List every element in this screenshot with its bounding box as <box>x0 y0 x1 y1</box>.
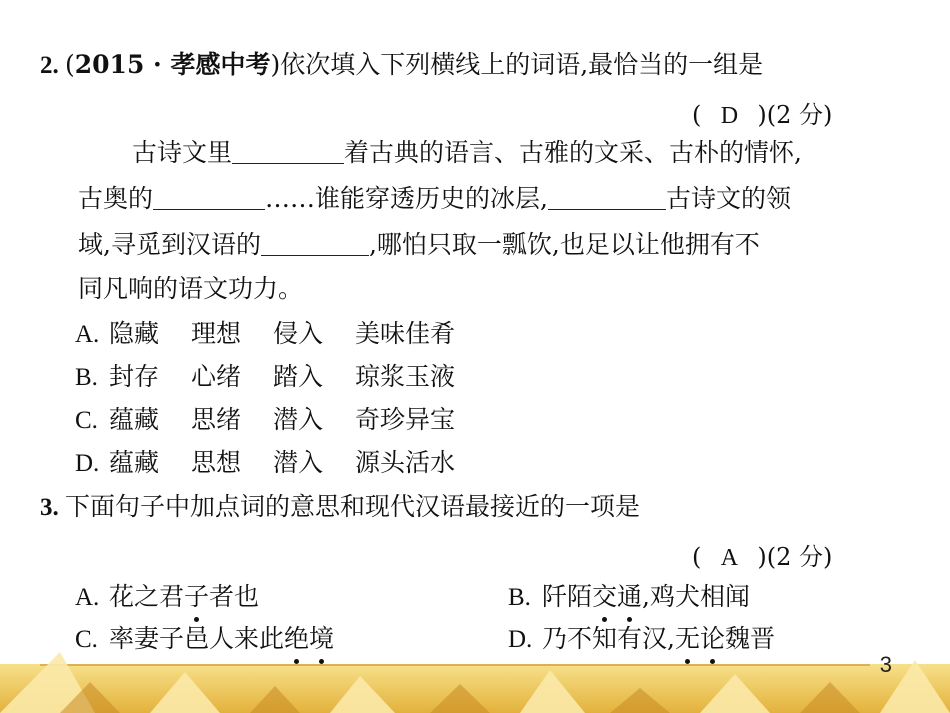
q2-option-b[interactable]: B. 封存 心绪 踏入 琼浆玉液 <box>75 362 456 391</box>
dotted-char: 论 <box>700 622 725 656</box>
q2-score: (2 分) <box>766 101 833 129</box>
q3-stem-line: 3. 下面句子中加点词的意思和现代汉语最接近的一项是 <box>40 492 641 521</box>
q3-number: 3 <box>40 494 53 521</box>
q2-passage-line2: 古奥的 ……谁能穿透历史的冰层, 古诗文的领 <box>78 184 791 213</box>
q2-answer-paren: ( D )(2 分) <box>692 101 833 129</box>
dotted-char: 境 <box>309 622 334 656</box>
q3-answer-paren: ( A )(2 分) <box>692 543 833 571</box>
q2-answer: D <box>720 103 739 129</box>
q3-option-b[interactable]: B. 阡陌交通,鸡犬相闻 <box>508 580 750 615</box>
q2-stem-line: 2. (2015 · 孝感中考)依次填入下列横线上的词语,最恰当的一组是 <box>40 50 764 79</box>
dotted-char: 通 <box>617 580 642 614</box>
q3-score: (2 分) <box>766 543 833 571</box>
q2-option-a[interactable]: A. 隐藏 理想 侵入 美味佳肴 <box>75 319 456 348</box>
dotted-char: 子 <box>184 580 209 614</box>
blank-1 <box>232 137 344 164</box>
blank-2 <box>153 183 265 210</box>
dotted-char: 交 <box>592 580 617 614</box>
q2-passage-line3: 域,寻觅到汉语的 ,哪怕只取一瓢饮,也足以让他拥有不 <box>78 230 760 259</box>
q2-option-d[interactable]: D. 蕴藏 思想 潜入 源头活水 <box>75 448 456 477</box>
dotted-char: 绝 <box>284 622 309 656</box>
q2-stem: 依次填入下列横线上的词语,最恰当的一组是 <box>280 50 764 79</box>
q2-passage-line1: 古诗文里 着古典的语言、古雅的文采、古朴的情怀, <box>132 138 802 167</box>
blank-3 <box>548 183 666 210</box>
q3-stem: 下面句子中加点词的意思和现代汉语最接近的一项是 <box>65 492 641 521</box>
q2-source: 2015 · 孝感中考 <box>74 50 271 79</box>
decorative-footer-band <box>0 642 950 713</box>
page-number: 3 <box>879 652 892 677</box>
q3-answer: A <box>720 545 739 571</box>
q3-option-c[interactable]: C. 率妻子邑人来此绝境 <box>75 622 334 657</box>
q2-number: 2 <box>40 52 53 79</box>
q3-option-d[interactable]: D. 乃不知有汉,无论魏晋 <box>508 622 775 657</box>
q2-passage-line4: 同凡响的语文功力。 <box>78 274 304 303</box>
blank-4 <box>261 229 369 256</box>
q3-option-a[interactable]: A. 花之君子者也 <box>75 580 259 615</box>
dotted-char: 无 <box>675 622 700 656</box>
q2-option-c[interactable]: C. 蕴藏 思绪 潜入 奇珍异宝 <box>75 405 456 434</box>
